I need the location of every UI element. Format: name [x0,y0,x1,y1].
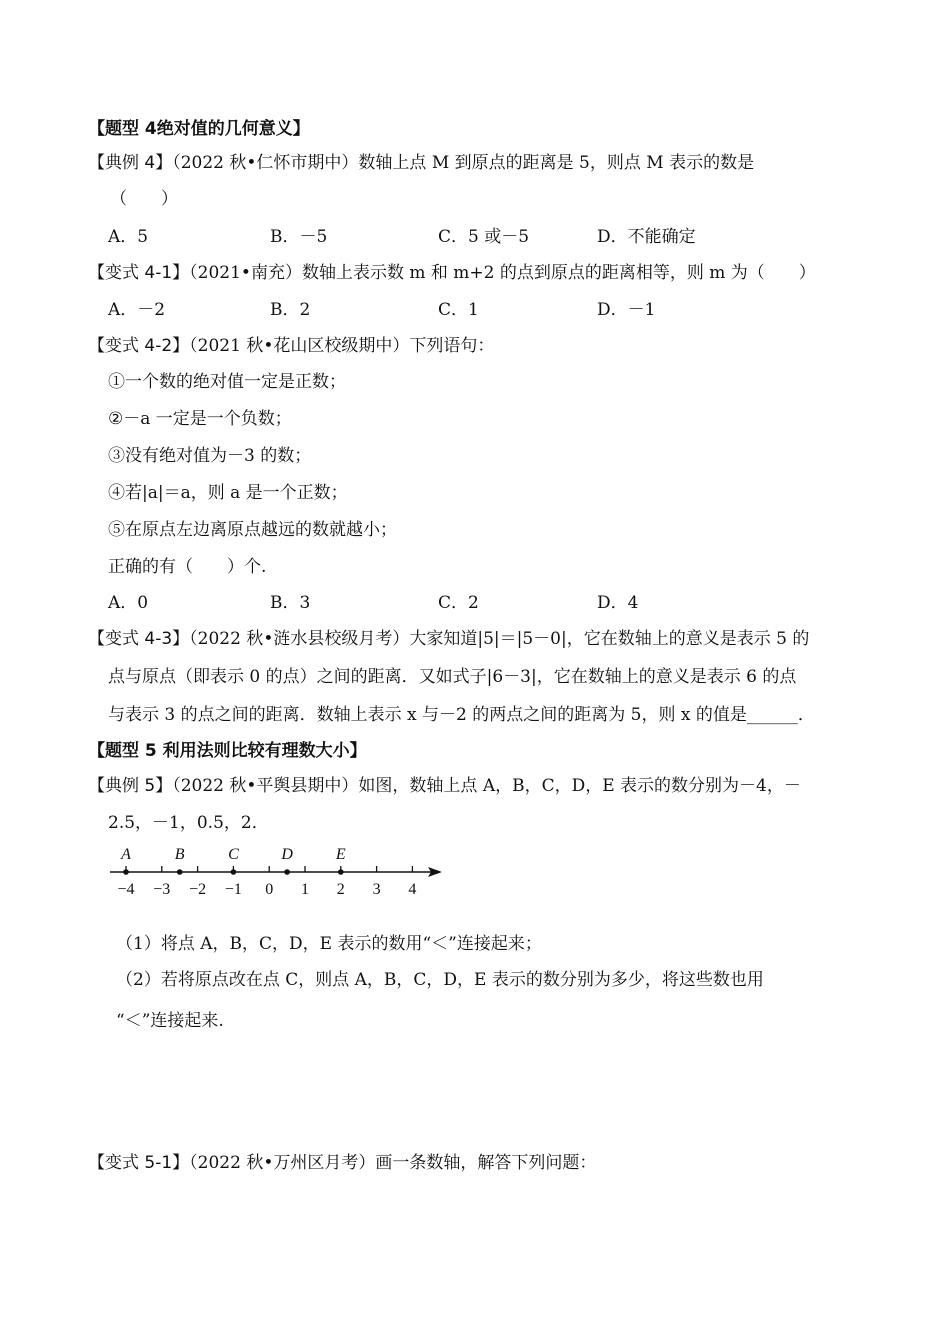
example5-line1 [88,775,801,797]
number-line-tick-label: 3 [372,881,381,898]
example5-question-2a: （2）若将原点改在点 C，则点 A，B，C，D，E 表示的数分别为多少，将这些数也用 [116,970,764,990]
number-line-point-label-d: D [281,846,293,863]
example5-question-1: （1）将点 A，B，C，D，E 表示的数用“＜”连接起来； [116,934,542,954]
example4-option-d: D．不能确定 [597,227,696,247]
variant43-line1 [88,628,809,650]
variant41-option-d: D．－1 [597,300,656,320]
number-line-tick-label: 0 [265,881,274,898]
variant43-tag: 【变式 4-3】 [88,629,190,649]
example4-option-c: C．5 或－5 [438,227,530,247]
variant42-tag: 【变式 4-2】 [88,336,190,356]
variant51-tag: 【变式 5-1】 [88,1153,190,1173]
variant43-text: （2022 秋•涟水县校级月考）大家知道|5|＝|5－0|，它在数轴上的意义是表示 5 的 [189,629,810,649]
number-line-point-d [284,869,290,875]
variant42-item-5: ⑤在原点左边离原点越远的数就越小； [108,520,397,540]
number-line-point-b [177,869,183,875]
variant42-item-4: ④若|a|＝a，则 a 是一个正数； [108,483,348,503]
example4-line1 [88,152,754,174]
variant41-option-c: C．1 [438,300,479,320]
example5-text: （2022 秋•平舆县期中）如图，数轴上点 A，B，C，D，E 表示的数分别为－4，－ [172,776,801,796]
variant42-item-2: ②－a 一定是一个负数； [108,409,292,429]
example4-line2: （ ） [110,189,178,209]
topic5-title: 【题型 5 利用法则比较有理数大小】 [88,741,367,761]
variant42-text: （2021 秋•花山区校级期中）下列语句： [189,336,495,356]
example4-option-b: B．－5 [270,227,328,247]
example5-question-2b: “＜”连接起来. [116,1011,224,1031]
number-line-point-a [123,869,129,875]
number-line-tick-label: −3 [153,881,171,898]
variant43-line2: 点与原点（即表示 0 的点）之间的距离．又如式子|6－3|，它在数轴上的意义是表示 6 的点 [108,667,797,687]
variant42-line1 [88,335,494,357]
example5-line2: 2.5，－1，0.5，2． [108,813,269,833]
number-line-point-c [231,869,237,875]
variant42-question: 正确的有（ ）个. [108,557,267,577]
example4-text: （2022 秋•仁怀市期中）数轴上点 M 到原点的距离是 5，则点 M 表示的数是 [172,153,755,173]
variant42-item-3: ③没有绝对值为－3 的数； [108,446,312,466]
number-line-tick-label: 4 [408,881,417,898]
variant41-option-b: B．2 [270,300,311,320]
variant51-text: （2022 秋•万州区月考）画一条数轴，解答下列问题： [189,1153,597,1173]
number-line-tick-label: 2 [336,881,345,898]
number-line-tick-label: −4 [117,881,135,898]
example4-tag: 【典例 4】 [88,153,173,173]
number-line-point-label-b: B [174,846,185,863]
variant41-text: （2021•南充）数轴上表示数 m 和 m+2 的点到原点的距离相等，则 m 为（ ） [189,263,816,283]
variant42-option-b: B．3 [270,593,311,613]
example5-tag: 【典例 5】 [88,776,173,796]
variant41-option-a: A．－2 [108,300,166,320]
number-line-point-label-c: C [228,846,239,863]
variant41-tag: 【变式 4-1】 [88,263,190,283]
topic4-title: 【题型 4绝对值的几何意义】 [88,119,310,139]
variant51-line1 [88,1152,596,1174]
number-line-tick-label: −1 [224,881,242,898]
variant42-option-c: C．2 [438,593,479,613]
number-line-point-label-e: E [335,846,346,863]
number-line-figure [100,838,450,904]
variant42-option-a: A．0 [108,593,149,613]
variant43-line3: 与表示 3 的点之间的距离．数轴上表示 x 与－2 的两点之间的距离为 5，则 x 的值是______． [108,705,815,725]
variant41-line1 [88,262,816,284]
number-line-point-e [338,869,344,875]
variant42-option-d: D．4 [597,593,639,613]
variant42-item-1: ①一个数的绝对值一定是正数； [108,372,346,392]
number-line-tick-label: 1 [301,881,309,898]
example4-option-a: A．5 [108,227,149,247]
number-line-point-label-a: A [121,846,131,863]
number-line-tick-label: −2 [189,881,207,898]
